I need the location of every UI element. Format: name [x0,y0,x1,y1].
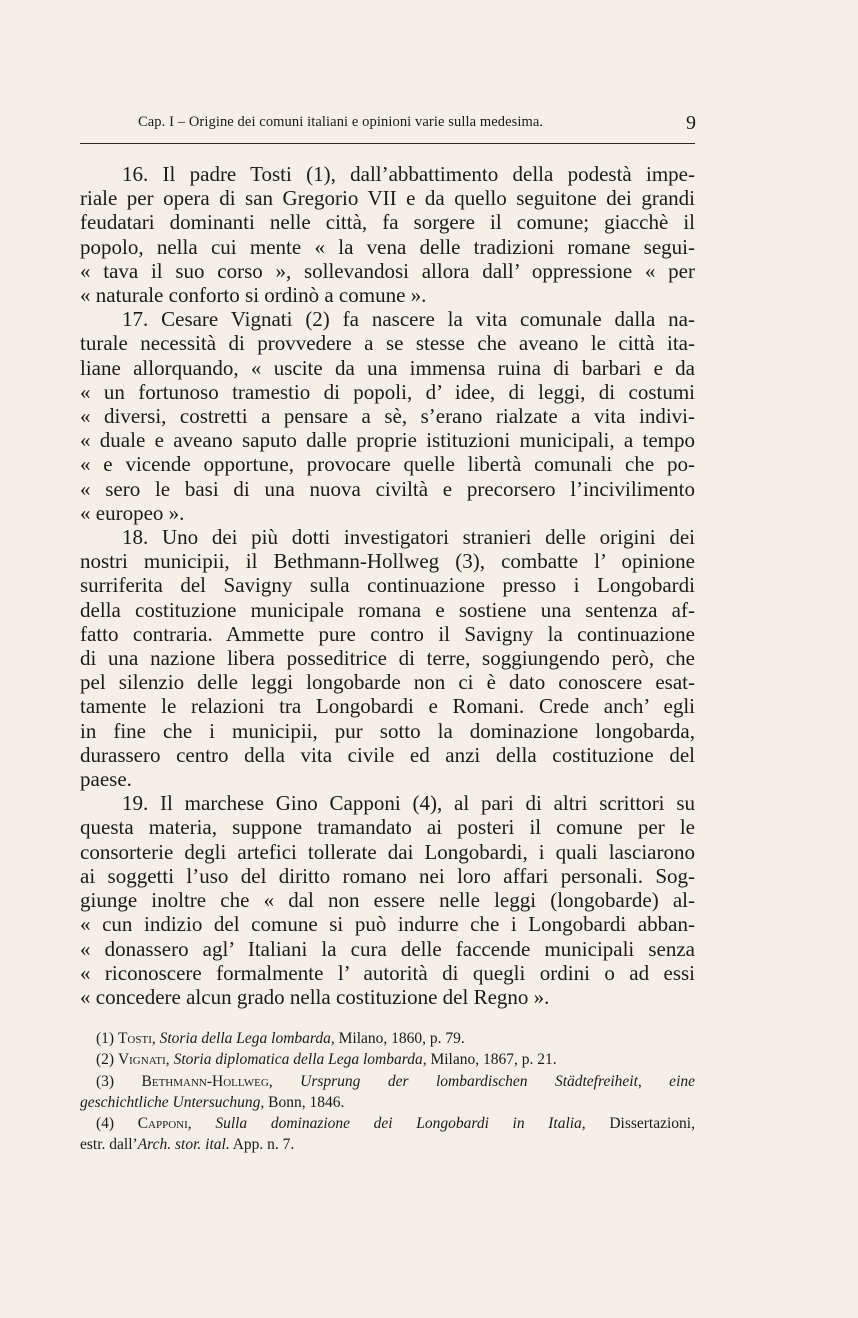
text-line: tamente le relazioni tra Longobardi e Romani. Crede anch’ egli [80,694,695,719]
text-line: consorterie degli artefici tollerate dai Longobardi, i quali lasciarono [80,839,695,864]
footnote-4 [80,1113,695,1134]
text-line: durassero centro della vita civile ed anzi della costituzione del [80,742,695,767]
text-line: 18. Uno dei più dotti investigatori stranieri delle origini dei [122,525,695,550]
footnote-title: Arch. stor. ital. [137,1136,230,1154]
text-line: « un fortunoso tramestio di popoli, d’ idee, di leggi, di costumi [80,379,695,404]
footnote-rest: estr. dall’ [80,1136,138,1154]
text-line: riale per opera di san Gregorio VII e da quello seguitone dei grandi [80,186,695,211]
paragraph-18 [80,525,695,791]
footnote-marker: (3) [96,1072,115,1090]
text-line: fatto contraria. Ammette pure contro il Savigny la continuazione [80,621,695,646]
text-line: questa materia, suppone tramandato ai posteri il comune per le [80,815,695,840]
footnote-rest: Bonn, 1846. [268,1093,345,1111]
text-line: liane allorquando, « uscite da una immensa ruina di barbari e da [80,355,695,380]
text-line: « concedere alcun grado nella costituzione del Regno ». [80,984,550,1009]
text-line: paese. [80,767,132,792]
text-line: « cun indizio del comune si può indurre che i Longobardi abban- [80,912,695,937]
footnote-marker: (1) [96,1030,115,1047]
footnote-rest: Dissertazioni, [609,1115,695,1133]
text-line: « europeo ». [80,500,185,525]
text-line: nostri municipii, il Bethmann-Hollweg (3), combatte l’ opinione [80,549,695,574]
text-line: 19. Il marchese Gino Capponi (4), al pari di altri scrittori su [122,791,695,816]
footnote-marker: (4) [96,1115,115,1133]
paragraph-16 [80,162,695,307]
text-line: della costituzione municipale romana e sostiene una sentenza af- [80,597,695,622]
running-header: Cap. I – Origine dei comuni italiani e opinioni varie sulla medesima. [138,114,544,130]
footnote-author: Vignati, [117,1051,170,1069]
text-line: 17. Cesare Vignati (2) fa nascere la vita comunale dalla na- [122,307,695,332]
footnote-1 [80,1028,695,1049]
footnote-rest: Milano, 1867, p. 21. [430,1051,557,1069]
text-line: surriferita del Savigny sulla continuazione presso i Longobardi [80,573,695,598]
footnote-author: Bethmann-Hollweg, [141,1072,273,1090]
text-line: in fine che i municipii, pur sotto la dominazione longobarda, [80,718,695,743]
text-line: 16. Il padre Tosti (1), dall’abbattimento della podestà impe- [122,162,695,186]
text-line: giunge inoltre che « dal non essere nelle leggi (longobarde) al- [80,888,695,913]
text-line: « riconoscere formalmente l’ autorità di quegli ordini o ad essi [80,960,695,985]
text-line: « donassero agl’ Italiani la cura delle faccende municipali senza [80,936,695,961]
footnote-marker: (2) [96,1051,115,1069]
footnote-2 [80,1049,695,1070]
footnote-title: Storia diplomatica della Lega lombarda, [173,1051,427,1069]
text-line: di una nazione libera posseditrice di terre, soggiungendo però, che [80,646,695,671]
text-line: popolo, nella cui mente « la vena delle tradizioni romane segui- [80,234,695,259]
paragraph-17 [80,307,695,525]
text-line: pel silenzio delle leggi longobarde non ci è dato conoscere esat- [80,670,695,695]
header-rule [80,143,695,144]
text-line: « e vicende opportune, provocare quelle libertà comunali che po- [80,452,695,477]
footnote-title: Ursprung der lombardischen Städtefreiheit, eine [300,1072,696,1090]
footnote-title: geschichtliche Untersuchung, [80,1093,265,1111]
text-line: « diversi, costretti a pensare a sè, s’erano rialzate a vita indivi- [80,404,695,429]
footnote-author: Capponi, [137,1115,192,1133]
footnote-3-cont [80,1092,695,1113]
text-line: « tava il suo corso », sollevandosi allora dall’ oppressione « per [80,258,695,283]
footnote-title: Storia della Lega lombarda, [159,1030,335,1047]
footnote-title: Sulla dominazione dei Longobardi in Italia, [215,1115,586,1133]
body-text [80,162,695,1009]
footnote-author: Tosti, [117,1030,156,1047]
footnote-4-cont [80,1134,695,1155]
text-line: « sero le basi di una nuova civiltà e precorsero l’incivilimento [80,476,695,501]
text-line: « naturale conforto si ordinò a comune ». [80,283,427,308]
footnote-rest: Milano, 1860, p. 79. [338,1030,465,1047]
footnote-rest: App. n. 7. [232,1136,295,1154]
text-line: feudatari dominanti nelle città, fa sorgere il comune; giacchè il [80,210,695,235]
page-number: 9 [686,112,696,134]
footnote-3 [80,1071,695,1092]
text-line: « duale e aveano saputo dalle proprie istituzioni municipali, a tempo [80,428,695,453]
paragraph-19 [80,791,695,1009]
text-line: ai soggetti l’uso del diritto romano nei loro affari personali. Sog- [80,863,695,888]
text-line: turale necessità di provvedere a se stesse che aveano le città ita- [80,331,695,356]
footnotes [80,1028,695,1156]
